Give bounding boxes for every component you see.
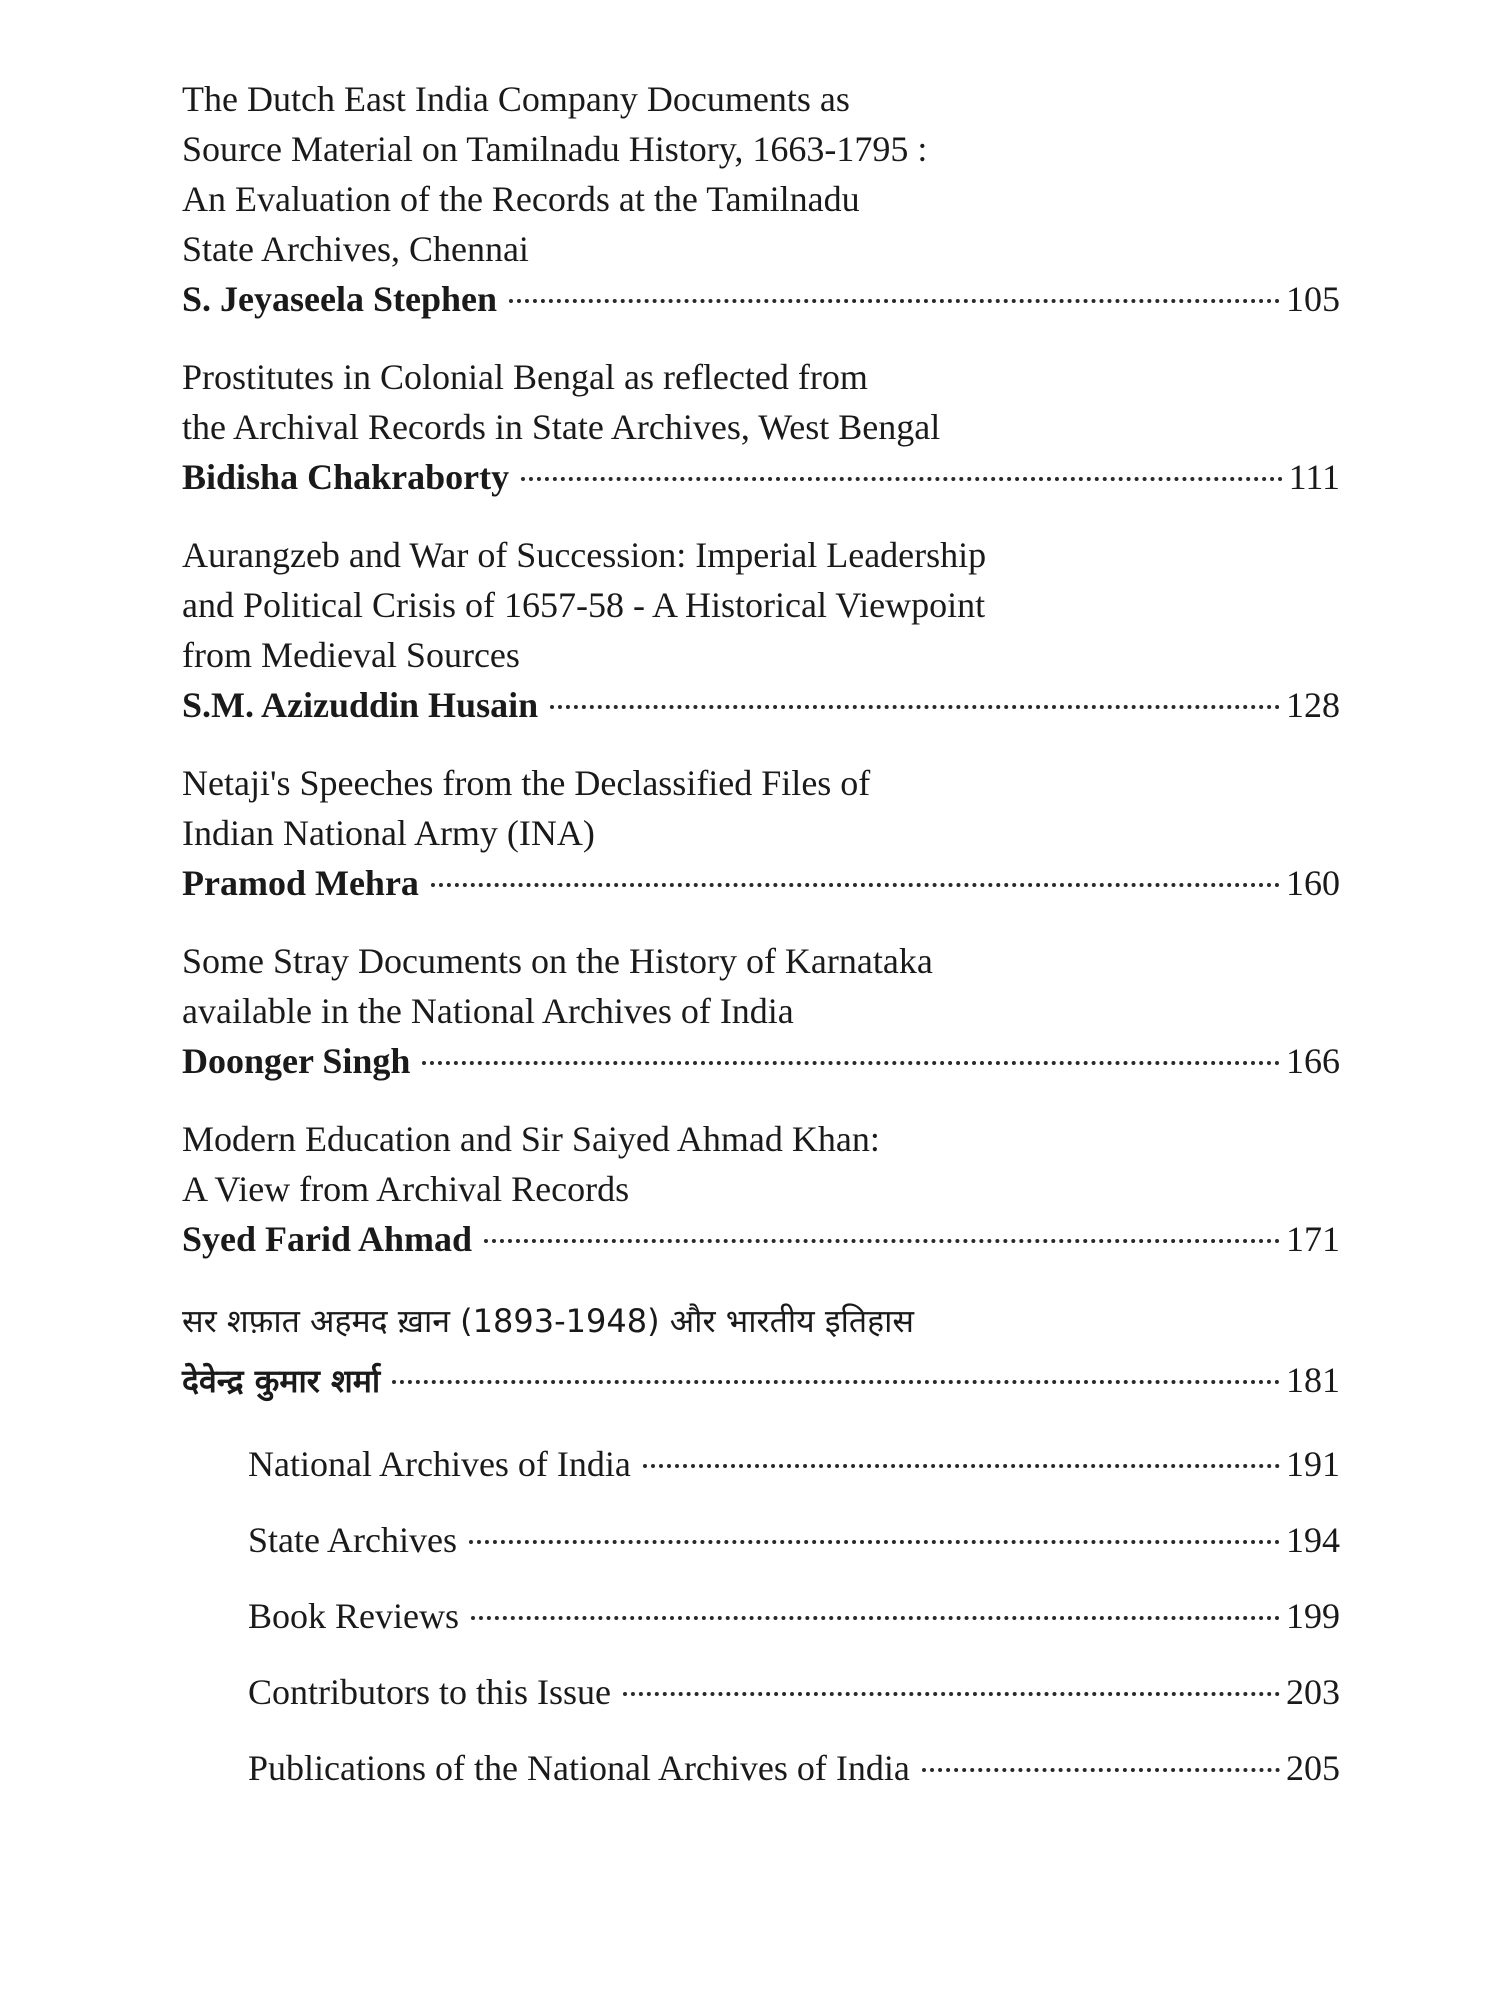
- author-row: [182, 274, 1340, 324]
- entry-title-line: Some Stray Documents on the History of Karnataka: [182, 941, 933, 981]
- section-row: [248, 1591, 1340, 1641]
- dot-leader: [431, 883, 1280, 887]
- dot-leader: [422, 1061, 1280, 1065]
- entry-author: Doonger Singh: [182, 1041, 411, 1081]
- author-row: [182, 1350, 1340, 1411]
- toc-entry: [182, 74, 1340, 324]
- entry-page-number: 181: [1286, 1360, 1340, 1400]
- entry-title-line: available in the National Archives of India: [182, 991, 794, 1031]
- entry-title-line: the Archival Records in State Archives, West Bengal: [182, 407, 941, 447]
- section-page-number: 194: [1286, 1520, 1340, 1560]
- author-row: [182, 680, 1340, 730]
- section-row: [248, 1515, 1340, 1565]
- section-label: Contributors to this Issue: [248, 1672, 612, 1712]
- entry-title-line: Indian National Army (INA): [182, 813, 595, 853]
- entry-title-line: सर शफ़ात अहमद ख़ान (1893-1948) और भारतीय इतिहास: [182, 1302, 915, 1340]
- author-row: [182, 1036, 1340, 1086]
- dot-leader: [484, 1239, 1280, 1243]
- entry-page-number: 105: [1286, 279, 1340, 319]
- entry-title-line: Source Material on Tamilnadu History, 1663-1795 :: [182, 129, 928, 169]
- entry-title-line: State Archives, Chennai: [182, 229, 529, 269]
- section-label: Publications of the National Archives of India: [248, 1748, 910, 1788]
- entry-page-number: 171: [1286, 1219, 1340, 1259]
- section-row: [248, 1743, 1340, 1793]
- author-row: [182, 858, 1340, 908]
- entry-page-number: 160: [1286, 863, 1340, 903]
- entry-title-line: The Dutch East India Company Documents as: [182, 79, 850, 119]
- dot-leader: [509, 299, 1280, 303]
- author-row: [182, 452, 1340, 502]
- author-row: [182, 1214, 1340, 1264]
- dot-leader: [392, 1380, 1280, 1384]
- entry-author: Syed Farid Ahmad: [182, 1219, 473, 1259]
- dot-leader: [550, 705, 1280, 709]
- section-label: State Archives: [248, 1520, 457, 1560]
- entry-title-line: An Evaluation of the Records at the Tamilnadu: [182, 179, 860, 219]
- toc-entry: [182, 758, 1340, 908]
- entry-title-line: A View from Archival Records: [182, 1169, 630, 1209]
- section-page-number: 199: [1286, 1596, 1340, 1636]
- section-row: [248, 1667, 1340, 1717]
- section-page-number: 191: [1286, 1444, 1340, 1484]
- entry-page-number: 128: [1286, 685, 1340, 725]
- entry-title-line: Modern Education and Sir Saiyed Ahmad Khan:: [182, 1119, 880, 1159]
- dot-leader: [643, 1464, 1280, 1468]
- entry-title-line: Netaji's Speeches from the Declassified Files of: [182, 763, 871, 803]
- entry-title-line: Aurangzeb and War of Succession: Imperial Leadership: [182, 535, 987, 575]
- dot-leader: [469, 1540, 1280, 1544]
- toc-entry: [182, 530, 1340, 730]
- entry-author: S. Jeyaseela Stephen: [182, 279, 497, 319]
- section-page-number: 205: [1286, 1748, 1340, 1788]
- entry-page-number: 166: [1286, 1041, 1340, 1081]
- dot-leader: [521, 477, 1283, 481]
- toc-sections: [182, 1439, 1340, 1793]
- toc-entry-hindi: [182, 1292, 1340, 1411]
- section-label: National Archives of India: [248, 1444, 631, 1484]
- table-of-contents: [182, 74, 1340, 1819]
- section-row: [248, 1439, 1340, 1489]
- entry-title-line: Prostitutes in Colonial Bengal as reflected from: [182, 357, 868, 397]
- entry-author: S.M. Azizuddin Husain: [182, 685, 539, 725]
- section-page-number: 203: [1286, 1672, 1340, 1712]
- toc-entry: [182, 352, 1340, 502]
- entry-author: Bidisha Chakraborty: [182, 457, 510, 497]
- dot-leader: [623, 1692, 1280, 1696]
- entry-title-line: and Political Crisis of 1657-58 - A Historical Viewpoint: [182, 585, 986, 625]
- toc-entry: [182, 1114, 1340, 1264]
- entry-title-line: from Medieval Sources: [182, 635, 520, 675]
- entry-page-number: 111: [1288, 457, 1340, 497]
- section-label: Book Reviews: [248, 1596, 459, 1636]
- dot-leader: [471, 1616, 1280, 1620]
- dot-leader: [922, 1768, 1280, 1772]
- entry-author: Pramod Mehra: [182, 863, 419, 903]
- entry-author: देवेन्द्र कुमार शर्मा: [182, 1362, 381, 1400]
- toc-entry: [182, 936, 1340, 1086]
